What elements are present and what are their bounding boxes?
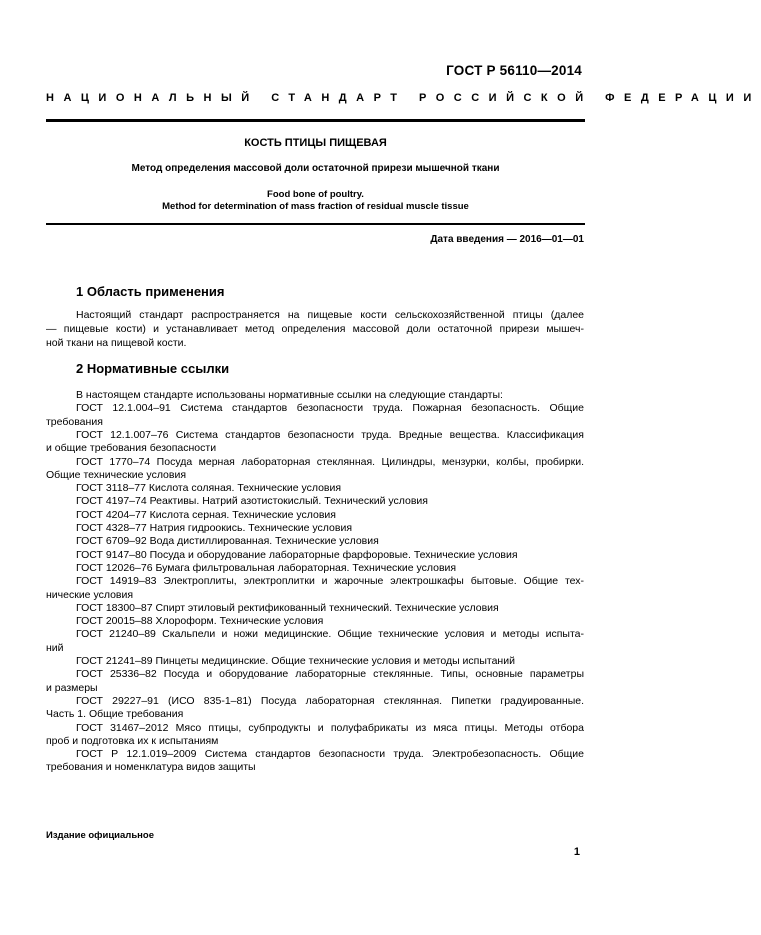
english-title-line-2: Method for determination of mass fraction of residual muscle tissue [162,201,469,212]
reference-line: ГОСТ Р 12.1.019–2009 Система стандартов безопасности труда. Электробезопасность. Общие [76,748,584,761]
reference-line: ГОСТ 21240–89 Скальпели и ножи медицинские. Общие технические условия и методы испыта- [76,628,584,641]
page-number: 1 [573,846,580,858]
reference-line: ГОСТ 9147–80 Посуда и оборудование лабораторные фарфоровые. Технические условия [76,548,518,561]
title-divider [46,223,585,225]
reference-line: ГОСТ 12026–76 Бумага фильтровальная лабораторная. Технические условия [76,561,457,574]
section-1-paragraph [46,309,584,351]
english-title-line-1: Food bone of poultry. [267,189,364,200]
reference-line: ний [46,641,64,654]
national-standard-banner: НАЦИОНАЛЬНЫЙ СТАНДАРТ РОССИЙСКОЙ ФЕДЕРАЦИИ [46,92,761,104]
reference-line: ГОСТ 12.1.007–76 Система стандартов безопасности труда. Вредные вещества. Классификация [76,428,584,441]
paragraph-line: ной ткани на пищевой кости. [46,337,187,349]
reference-line: Общие технические условия [46,468,187,481]
reference-line: ГОСТ 29227–91 (ИСО 835-1–81) Посуда лабораторная стеклянная. Пипетки градуированные. [76,694,584,707]
reference-line: ГОСТ 6709–92 Вода дистиллированная. Технические условия [76,535,379,548]
standard-number: ГОСТ Р 56110—2014 [446,63,582,78]
official-edition-label: Издание официальное [46,830,154,841]
reference-line: нические условия [46,588,134,601]
reference-line: ГОСТ 14919–83 Электроплиты, электроплитки и жарочные электрошкафы бытовые. Общие тех- [76,575,584,588]
reference-line: требования [46,415,103,428]
reference-line: Часть 1. Общие требования [46,708,184,721]
reference-line: ГОСТ 31467–2012 Мясо птицы, субпродукты и полуфабрикаты из мяса птицы. Методы отбора [76,721,584,734]
introduction-date: Дата введения — 2016—01—01 [430,234,584,245]
reference-line: ГОСТ 20015–88 Хлороформ. Технические условия [76,615,324,628]
reference-line: ГОСТ 3118–77 Кислота соляная. Технические условия [76,482,342,495]
document-subtitle: Метод определения массовой доли остаточной прирези мышечной ткани [131,163,500,174]
reference-line: проб и подготовка их к испытаниям [46,734,219,747]
reference-line: и размеры [46,681,98,694]
reference-line: В настоящем стандарте использованы нормативные ссылки на следующие стандарты: [76,389,503,401]
section-1-heading: 1 Область применения [76,284,225,299]
paragraph-line: Настоящий стандарт распространяется на пищевые кости сельскохозяйственной птицы (далее [76,309,584,321]
reference-line: ГОСТ 4204–77 Кислота серная. Технические условия [76,508,336,521]
reference-line: ГОСТ 18300–87 Спирт этиловый ректификованный технический. Технические условия [76,601,499,614]
reference-line: требования и номенклатура видов защиты [46,761,256,774]
header-divider [46,119,585,122]
section-2-heading: 2 Нормативные ссылки [76,361,230,376]
reference-line: ГОСТ 21241–89 Пинцеты медицинские. Общие технические условия и методы испытаний [76,655,515,667]
reference-line: ГОСТ 4328–77 Натрия гидроокись. Технические условия [76,522,353,534]
paragraph-line: — пищевые кости) и устанавливает метод определения массовой доли остаточной прирези мышеч- [46,323,584,335]
document-title: КОСТЬ ПТИЦЫ ПИЩЕВАЯ [244,137,387,149]
reference-line: ГОСТ 25336–82 Посуда и оборудование лабораторные стеклянные. Типы, основные параметры [76,668,584,681]
reference-line: ГОСТ 1770–74 Посуда мерная лабораторная стеклянная. Цилиндры, мензурки, колбы, пробирки. [76,455,584,468]
normative-references-list [46,389,584,789]
reference-line: ГОСТ 12.1.004–91 Система стандартов безопасности труда. Пожарная безопасность. Общие [76,402,584,415]
reference-line: ГОСТ 4197–74 Реактивы. Натрий азотистокислый. Технический условия [76,495,428,508]
reference-line: и общие требования безопасности [46,442,217,455]
